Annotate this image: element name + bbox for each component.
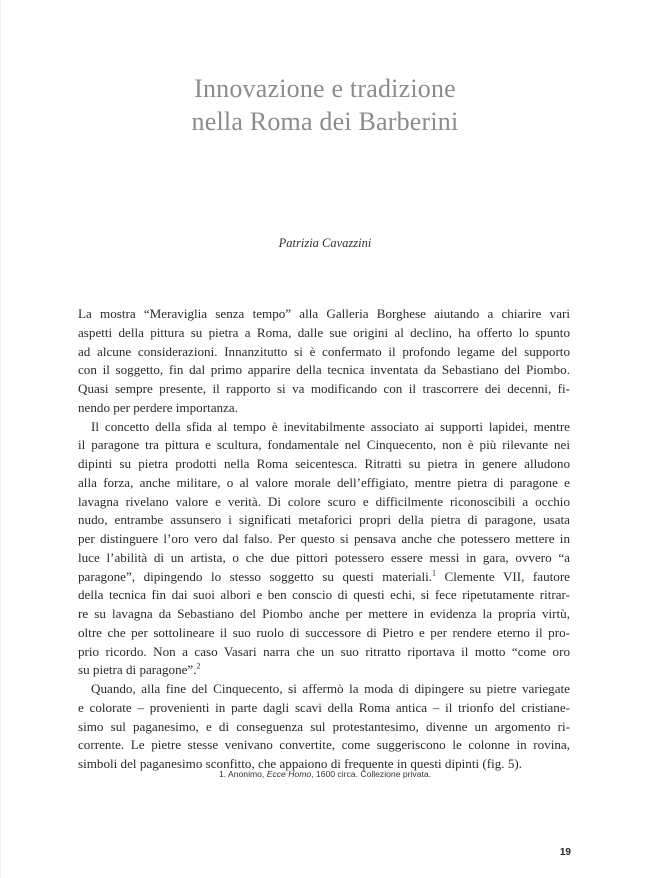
text-line: Il concetto della sfida al tempo è inevitabilmente associato ai supporti lapidei, mentre (91, 418, 570, 434)
chapter-title-line-2: nella Roma dei Barberini (191, 107, 459, 136)
chapter-title (0, 72, 650, 138)
text-line: Quando, alla fine del Cinquecento, si affermò la moda di dipingere su pietre variegate (91, 681, 570, 696)
text-segment: Clemente VII, fautore (436, 568, 570, 584)
text-line: ad alcune considerazioni. Innanzitutto si è confermato il profondo legame del supporto (78, 343, 570, 359)
text-line: per distinguere l’oro vero dal falso. Per questo si pensava anche che potessero mettere in (78, 531, 570, 546)
text-line: aspetti della pittura su pietra a Roma, dalle sue origini al declino, ha offerto lo spunto (78, 324, 570, 340)
text-line: re su lavagna da Sebastiano del Piombo anche per mettere in evidenza la propria virtù, (78, 606, 570, 621)
text-line: dipinti su pietra prodotti nella Roma seicentesca. Ritratti su pietra in genere alludono (78, 456, 570, 471)
text-line: con il soggetto, fin dal primo apparire della tecnica inventata da Sebastiano del Piombo. (78, 362, 570, 378)
text-line: oltre che per sottolineare il suo ruolo di successore di Pietro e per rendere eterno il pro- (78, 624, 570, 640)
text-line: simo sul paganesimo, e di conseguenza sul protestantesimo, divenne un argomento ri- (78, 718, 570, 734)
footnote-ref-2: 2 (196, 661, 201, 671)
text-line: nudo, entrambe assunsero i significati metaforici propri della pietra di paragone, usata (78, 512, 570, 528)
body-text (78, 305, 570, 774)
paragraph-2 (78, 418, 570, 681)
figure-caption (0, 769, 650, 779)
text-line: lavagna rivelano valore e verità. Di colore scuro e difficilmente riconoscibili a occhio (78, 493, 570, 509)
chapter-title-line-1: Innovazione e tradizione (194, 74, 456, 103)
text-line: simboli del paganesimo sconfitto, che appaiono di frequente in questi dipinti (fig. 5). (78, 756, 522, 771)
text-line: Quasi sempre presente, il rapporto si va modificando con il trascorrere dei decenni, fi- (78, 381, 570, 396)
caption-prefix: 1. Anonimo, (218, 769, 267, 779)
text-line: luce l’abilità di un artista, o che due pittori potessero essere messi in gara, ovvero “a (78, 549, 570, 565)
text-line: e colorate – provenienti in parte dagli scavi della Roma antica – il trionfo del cristiane- (78, 699, 570, 715)
text-line: alla forza, anche militare, o al valore morale dell’effigiato, mentre pietra di paragone e (78, 474, 570, 490)
text-line (78, 568, 570, 587)
text-segment: paragone”, dipingendo lo stesso soggetto su questi materiali. (78, 568, 433, 584)
text-segment: su pietra di paragone”. (78, 662, 197, 678)
paragraph-3 (78, 680, 570, 774)
text-line: della tecnica fin dai suoi albori e ben conscio di questi echi, si fece ripetutamente ritrar- (78, 587, 570, 603)
text-line: La mostra “Meraviglia senza tempo” alla Galleria Borghese aiutando a chiarire vari (78, 306, 570, 321)
text-line: corrente. Le pietre stesse venivano convertite, come suggeriscono le colonne in rovina, (78, 737, 570, 753)
text-line: il paragone tra pittura e scultura, fondamentale nel Cinquecento, non è più rilevante nei (78, 437, 570, 453)
caption-suffix: , 1600 circa. Collezione privata. (311, 769, 432, 779)
author-name: Patrizia Cavazzini (278, 236, 372, 250)
paragraph-1 (78, 305, 570, 418)
caption-work-title: Ecce Homo (266, 769, 312, 779)
text-line: prio ricordo. Non a caso Vasari narra che un suo ritratto riportava il motto “come oro (78, 643, 570, 659)
page-number: 19 (559, 847, 571, 858)
footnote-ref-1: 1 (432, 568, 437, 578)
text-line (78, 661, 570, 680)
text-line: nendo per perdere importanza. (78, 399, 238, 415)
